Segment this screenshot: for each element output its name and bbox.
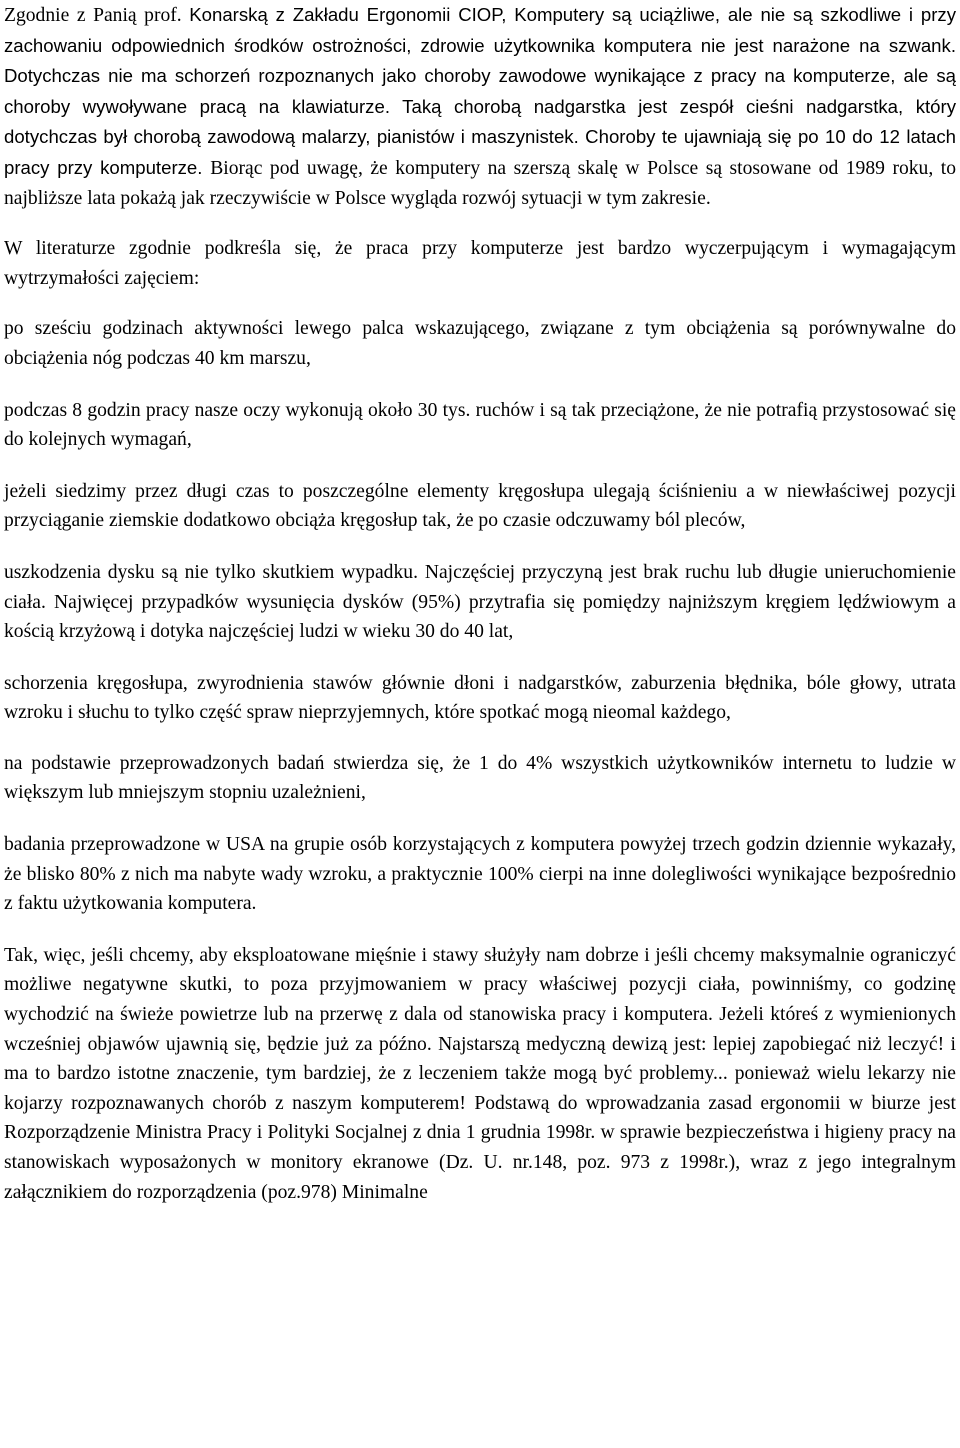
text-segment: uszkodzenia dysku są nie tylko skutkiem wypadku. Najczęściej przyczyną jest brak ruchu lub długie unieruchomienie ciała. Najwięcej przypadków wysunięcia dysków (95%) przytrafia się pomiędzy najniższym kręgiem lędźwiowym a kością krzyżową i dotyka najczęściej ludzi w wieku 30 do 40 lat,	[4, 561, 956, 643]
paragraph-spine-pressure	[4, 477, 956, 536]
paragraph-literature	[4, 234, 956, 293]
paragraph-internet-addiction	[4, 749, 956, 808]
text-segment: podczas 8 godzin pracy nasze oczy wykonują około 30 tys. ruchów i są tak przeciążone, że nie potrafią przystosować się do kolejnych wymagań,	[4, 399, 956, 451]
paragraph-conclusion	[4, 941, 956, 1207]
text-segment: W literaturze zgodnie podkreśla się, że praca przy komputerze jest bardzo wyczerpującym i wymagającym wytrzymałości zajęciem:	[4, 238, 956, 289]
paragraph-eye-movements	[4, 396, 956, 455]
text-segment: Konarską z Zakładu Ergonomii CIOP, Komputery są uciążliwe, ale nie są szkodliwe i przy zachowaniu odpowiednich środków ostrożności, zdrowie użytkownika komputera nie jest narażone na szwank. Dotychczas nie ma schorzeń rozpoznanych jako choroby zawodowe wynikające z pracy na komputerze, ale są choroby wywoływane pracą na klawiaturze. Taką chorobą nadgarstka jest zespół cieśni nadgarstka, który dotychczas był chorobą zawodową malarzy, pianistów i maszynistek. Choroby te ujawniają się po 10 do 12 latach pracy przy komputerze.	[4, 4, 956, 178]
text-segment: na podstawie przeprowadzonych badań stwierdza się, że 1 do 4% wszystkich użytkowników internetu to ludzie w większym lub mniejszym stopniu uzależnieni,	[4, 752, 956, 804]
text-segment: Tak, więc, jeśli chcemy, aby eksploatowane mięśnie i stawy służyły nam dobrze i jeśli chcemy maksymalnie ograniczyć możliwe negatywne skutki, to poza przyjmowaniem w pracy właściwej pozycji ciała, powinniśmy, co godzinę wychodzić na świeże powietrze lub na przerwę z dala od stanowiska pracy i komputera. Jeżeli któreś z wymienionych wcześniej objawów ujawnią się, będzie już za późno. Najstarszą medyczną dewizą jest: lepiej zapobiegać niż leczyć! i ma to bardzo istotne znaczenie, tym bardziej, że z leczeniem także mogą być problemy... ponieważ wielu lekarzy nie kojarzy rozpoznawanych chorób z naszym komputerem! Podstawą do wprowadzania zasad ergonomii w biurze jest Rozporządzenie Ministra Pracy i Polityki Socjalnej z dnia 1 grudnia 1998r. w sprawie bezpieczeństwa i higieny pracy na stanowiskach wyposażonych w monitory ekranowe (Dz. U. nr.148, poz. 973 z 1998r.), wraz z jego integralnym załącznikiem do rozporządzenia (poz.978) Minimalne	[4, 944, 956, 1203]
paragraph-usa-study	[4, 830, 956, 919]
paragraph-intro	[4, 0, 956, 213]
text-segment: Zgodnie z Panią prof.	[4, 5, 190, 26]
paragraph-spine-disorders	[4, 669, 956, 728]
text-segment: Biorąc pod uwagę, że komputery na szerszą skalę w Polsce są stosowane od 1989 roku, to najbliższe lata pokażą jak rzeczywiście w Polsce wygląda rozwój sytuacji w tym zakresie.	[4, 157, 956, 209]
text-segment: jeżeli siedzimy przez długi czas to poszczególne elementy kręgosłupa ulegają ściśnieniu a w niewłaściwej pozycji przyciąganie ziemskie dodatkowo obciąża kręgosłup tak, że po czasie odczuwamy ból pleców,	[4, 480, 956, 532]
paragraph-finger-load	[4, 314, 956, 373]
text-segment: badania przeprowadzone w USA na grupie osób korzystających z komputera powyżej trzech godzin dziennie wykazały, że blisko 80% z nich ma nabyte wady wzroku, a praktycznie 100% cierpi na inne dolegliwości wynikające bezpośrednio z faktu użytkowania komputera.	[4, 834, 956, 915]
paragraph-disc-damage	[4, 558, 956, 647]
text-segment: schorzenia kręgosłupa, zwyrodnienia stawów głównie dłoni i nadgarstków, zaburzenia błędnika, bóle głowy, utrata wzroku i słuchu to tylko część spraw nieprzyjemnych, które spotkać mogą nieomal każdego,	[4, 672, 956, 724]
text-segment: po sześciu godzinach aktywności lewego palca wskazującego, związane z tym obciążenia są porównywalne do obciążenia nóg podczas 40 km marszu,	[4, 318, 956, 369]
document-page	[4, 0, 956, 1207]
